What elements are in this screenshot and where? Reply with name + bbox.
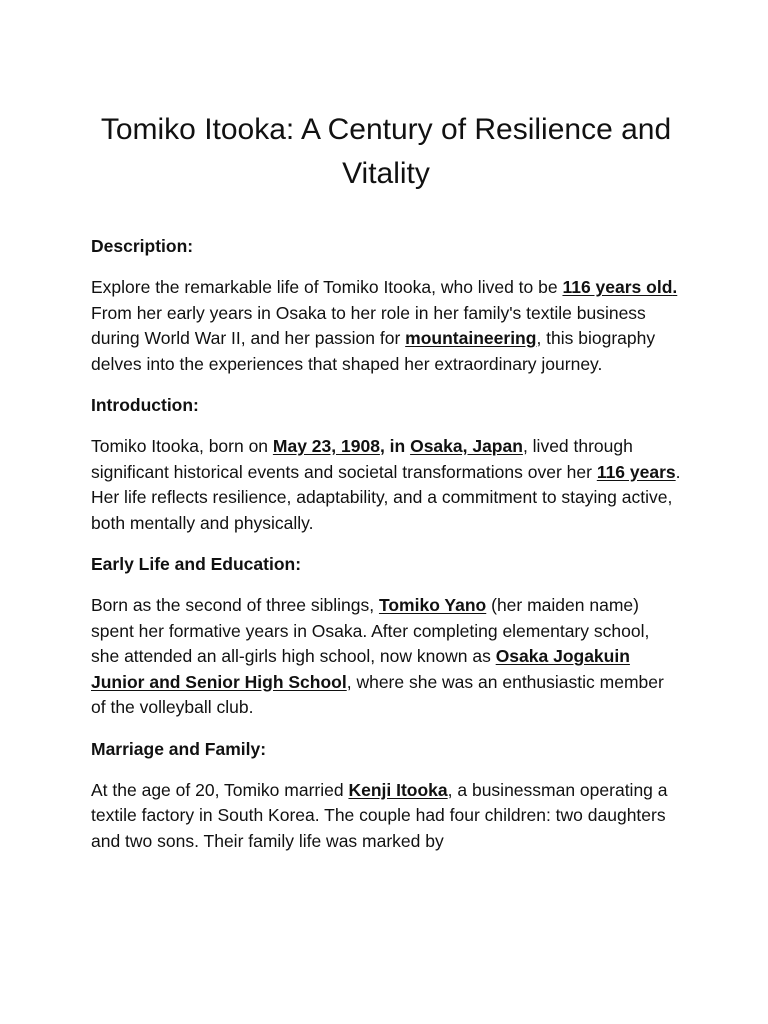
emphasis-school: Osaka Jogakuin Junior and Senior High School [91,646,630,692]
emphasis-birthplace: Osaka, Japan [410,436,523,456]
emphasis-age: 116 years old [562,277,673,297]
text-run: , where she was an enthusiastic member of the volleyball club. [91,671,664,717]
text-run: Born as the second of three siblings, [91,595,379,615]
text-run: , lived through significant historical events and societal transformations over her [91,436,633,482]
section-heading-introduction: Introduction: [91,395,199,415]
text-run: Tomiko Itooka, born on [91,436,273,456]
section-heading-marriage: Marriage and Family: [91,738,267,759]
text-run: From her early years in Osaka to her role in her family's textile business during World War II, and her passion for [91,302,646,348]
emphasis-lifespan: 116 years [596,461,676,482]
section-heading-early-life: Early Life and Education: [91,554,302,574]
text-run: . Her life reflects resilience, adaptability, and a commitment to staying active, both mentally and physically. [91,461,681,533]
emphasis-mountaineering: mountaineering [405,328,537,348]
section-paragraph-description [91,275,681,377]
document-title: Tomiko Itooka: A Century of Resilience and Vitality [100,113,672,190]
text-run: , this biography delves into the experiences that shaped her extraordinary journey. [91,328,656,374]
section-paragraph-early-life [91,593,681,721]
section-heading-description: Description: [91,236,194,256]
text-run: Explore the remarkable life of Tomiko Itooka, who lived to be [91,277,563,297]
section-paragraph-marriage [91,778,681,855]
text-run-bold: , in [379,436,411,456]
document-page [91,108,681,870]
text-run: (her maiden name) spent her formative years in Osaka. After completing elementary school, she attended an all-girls high school, now known as [91,595,650,666]
section-paragraph-introduction [91,434,681,536]
emphasis-maiden-name: Tomiko Yano [378,595,487,615]
text-run: At the age of 20, Tomiko married [91,779,349,800]
emphasis-period: . [672,277,678,297]
emphasis-spouse: Kenji Itooka [348,779,448,800]
text-run: , a businessman operating a textile factory in South Korea. The couple had four children: two daughters and two sons. Their family life was marked by [91,779,668,851]
emphasis-birth-date: May 23, 1908 [272,436,380,456]
